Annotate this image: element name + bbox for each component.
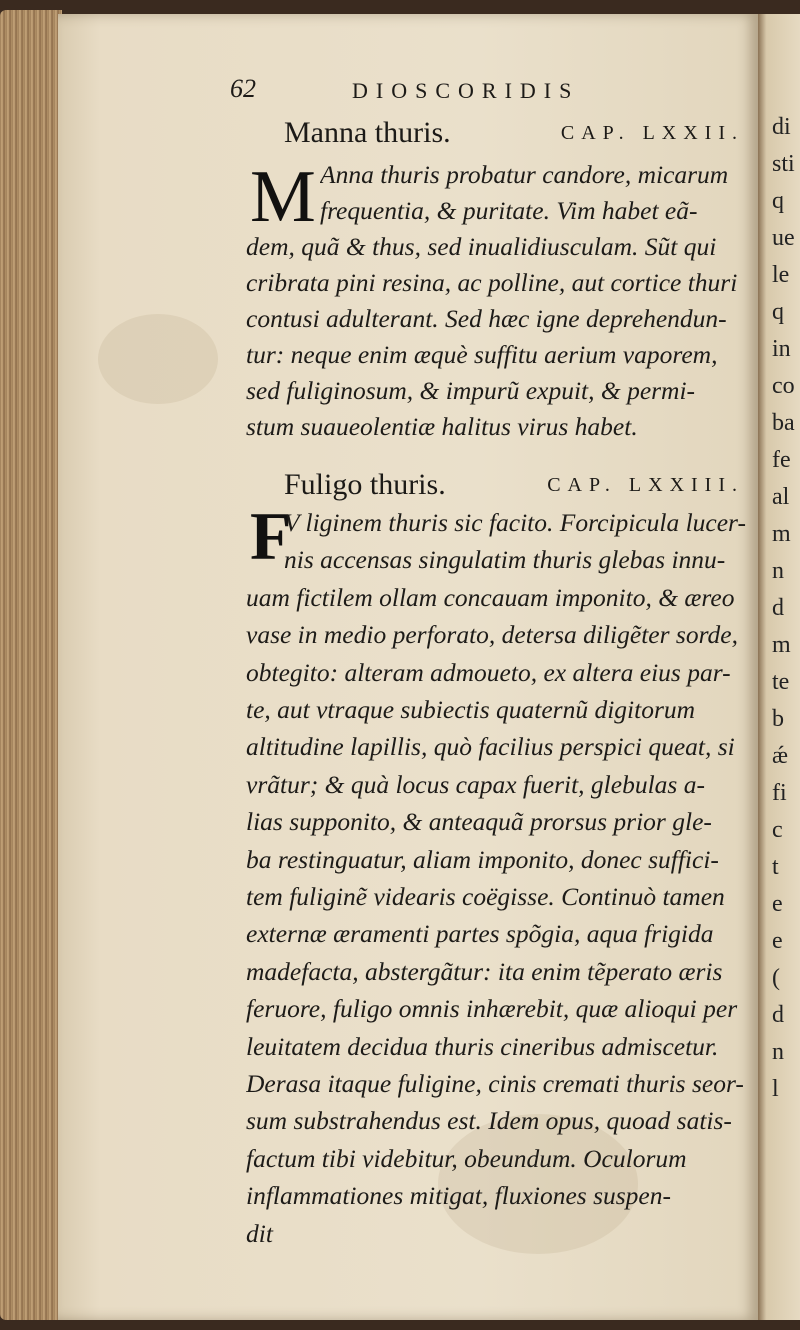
chapter-title: Fuligo thuris. [284,468,446,501]
facing-page-fragment: ǽ [772,743,789,769]
chapter-heading [284,468,744,506]
text-line: madefacta, abstergãtur: ita enim tẽperato æris [246,956,723,986]
facing-page-fragment: te [772,669,790,695]
text-line: contusi adulterant. Sed hæc igne deprehendun- [246,304,727,333]
facing-page-fragment: in [772,336,791,362]
text-line: frequentia, & puritate. Vim habet eã- [320,196,698,225]
facing-page-fragment: e [772,891,783,917]
text-line: uam fictilem ollam concauam imponito, & æreo [246,582,735,612]
facing-page-fragment: b [772,706,784,732]
facing-page-fragment: m [772,521,791,547]
text-line: dem, quã & thus, sed inualidiusculam. Sũt qui [246,232,717,261]
drop-cap-initial: M [250,156,316,238]
text-line: stum suaueolentiæ halitus virus habet. [246,412,638,441]
facing-page-fragment: c [772,817,783,843]
text-line: factum tibi videbitur, obeundum. Oculorum [246,1143,687,1173]
drop-cap-initial: F [250,498,292,574]
text-line: leuitatem decidua thuris cineribus admiscetur. [246,1031,719,1061]
running-title: DIOSCORIDIS [352,78,580,103]
facing-page-edge [758,14,800,1320]
text-line: tur: neque enim æquè suffitu aerium vaporem, [246,340,718,369]
text-line: V liginem thuris sic facito. Forcipicula lucer- [284,508,746,537]
facing-page-fragment: n [772,1039,784,1065]
paper-stain [98,314,218,404]
text-line: feruore, fuligo omnis inhærebit, quæ alioqui per [246,994,738,1024]
facing-page-fragment: d [772,1002,784,1028]
facing-page-fragment: co [772,373,795,399]
text-line: vase in medio perforato, detersa diligẽter sorde, [246,620,738,650]
book-fore-edge [0,10,62,1320]
facing-page-fragment: sti [772,151,795,177]
text-line: inflammationes mitigat, fluxiones suspen- [246,1181,671,1211]
facing-page-fragment: q [772,299,784,325]
text-line: ba restinguatur, aliam imponito, donec suffici- [246,844,719,874]
facing-page-fragment: al [772,484,790,510]
text-line: sum substrahendus est. Idem opus, quoad satis- [246,1106,732,1136]
facing-page-fragment: l [772,1076,779,1102]
facing-page-fragment: ( [772,965,780,991]
chapter-number: CAP. LXXII. [560,122,744,144]
text-line: obtegito: alteram admoueto, ex altera eius par- [246,657,731,687]
text-line: Anna thuris probatur candore, micarum [320,160,729,189]
text-line: nis accensas singulatim thuris glebas innu- [284,545,726,575]
text-line: te, aut vtraque subiectis quaternũ digitorum [246,695,696,724]
facing-page-fragment: le [772,262,790,288]
text-line: externæ æramenti partes spõgia, aqua frigida [246,919,714,949]
facing-page-fragment: e [772,928,783,954]
facing-page-fragment: t [772,854,779,880]
text-line: dit [246,1218,273,1248]
facing-page-fragment: ue [772,225,795,251]
page-header [230,74,750,108]
facing-page-fragment: di [772,114,791,140]
facing-page-fragment: m [772,632,791,658]
text-line: sed fuliginosum, & impurũ expuit, & permi- [246,376,696,405]
text-line: cribrata pini resina, ac polline, aut cortice thuri [246,268,738,297]
chapter-heading [284,116,744,154]
facing-page-fragment: fe [772,447,791,473]
facing-page-fragment: fi [772,780,787,806]
facing-page-fragment: ba [772,410,795,436]
facing-page-fragment: q [772,188,784,214]
text-line: lias supponito, & anteaquã prorsus prior gle- [246,807,712,837]
text-line: altitudine lapillis, quò facilius perspici queat, si [246,732,735,762]
facing-page-fragment: d [772,595,784,621]
chapter-title: Manna thuris. [284,116,451,149]
text-line: vrãtur; & quà locus capax fuerit, glebulas a- [246,769,705,799]
facing-page-fragment: n [772,558,784,584]
text-line: Derasa itaque fuligine, cinis cremati thuris seor- [246,1069,744,1098]
page-number: 62 [230,74,256,103]
chapter-number: CAP. LXXIII. [547,474,744,496]
text-line: tem fuliginẽ videaris coëgisse. Continuò tamen [246,882,725,911]
